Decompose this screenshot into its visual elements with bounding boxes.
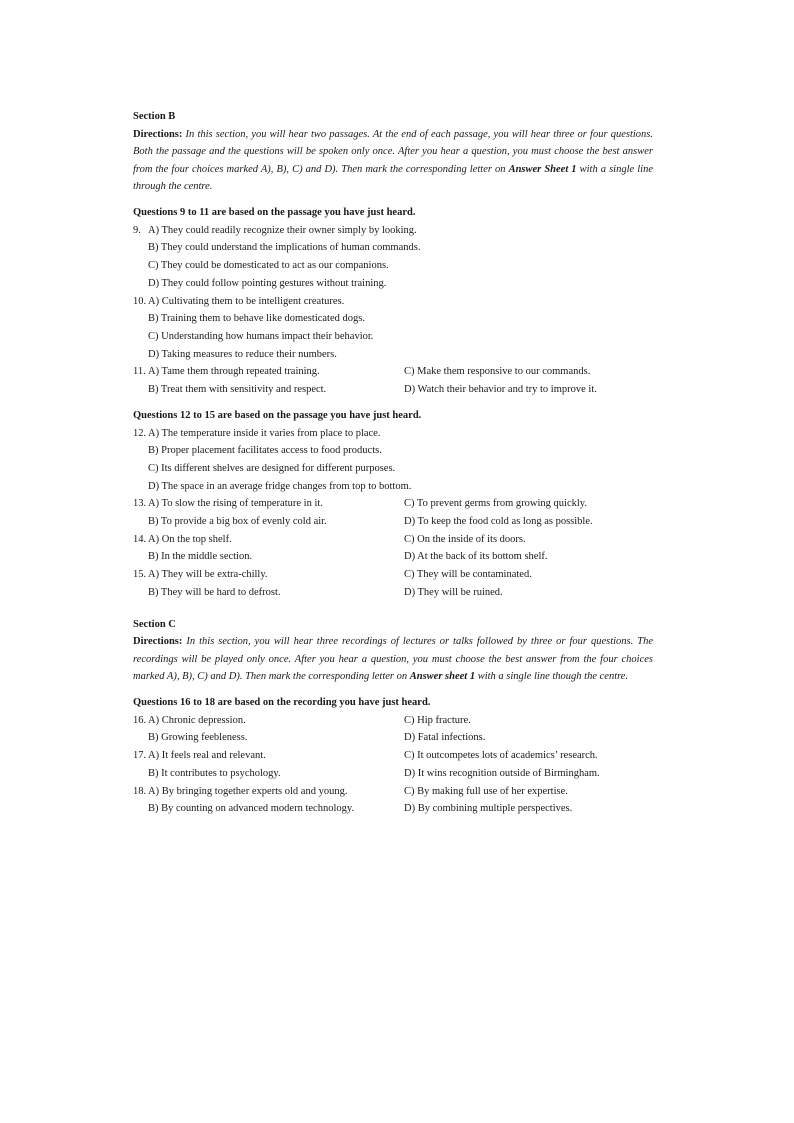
section-b-title: Section B bbox=[133, 111, 176, 122]
option-c: C) On the inside of its doors. bbox=[404, 533, 526, 545]
option-d: D) It wins recognition outside of Birmingham. bbox=[404, 767, 600, 779]
group-heading: Questions 12 to 15 are based on the passage you have just heard. bbox=[133, 409, 422, 421]
question-9 bbox=[133, 222, 653, 293]
option-c: C) By making full use of her expertise. bbox=[404, 785, 568, 797]
section-c-title: Section C bbox=[133, 618, 176, 630]
question-15 bbox=[133, 566, 653, 601]
option-d: D) Watch their behavior and try to improve it. bbox=[404, 384, 597, 396]
option-a: A) To slow the rising of temperature in it. bbox=[148, 498, 323, 510]
question-17 bbox=[133, 747, 653, 782]
option-d: D) At the back of its bottom shelf. bbox=[404, 551, 548, 563]
section-b bbox=[133, 108, 653, 602]
option-b: B) They will be hard to defrost. bbox=[148, 586, 281, 598]
option-d: D) Taking measures to reduce their numbers. bbox=[148, 348, 337, 360]
directions-label: Directions: bbox=[133, 128, 183, 140]
option-d: D) By combining multiple perspectives. bbox=[404, 803, 573, 815]
question-10 bbox=[133, 293, 653, 364]
exam-page bbox=[133, 108, 653, 818]
directions-label: Directions: bbox=[133, 636, 183, 648]
option-c: C) It outcompetes lots of academics’ research. bbox=[404, 750, 598, 762]
option-b: B) By counting on advanced modern technology. bbox=[148, 803, 355, 815]
option-a: A) They will be extra-chilly. bbox=[148, 569, 268, 581]
question-14 bbox=[133, 531, 653, 566]
group-heading: Questions 9 to 11 are based on the passage you have just heard. bbox=[133, 207, 416, 219]
section-b-directions bbox=[133, 126, 653, 196]
question-number: 10. bbox=[133, 295, 147, 307]
question-number: 17. bbox=[133, 750, 147, 762]
question-number: 16. bbox=[133, 714, 147, 726]
option-a: A) On the top shelf. bbox=[148, 533, 232, 545]
option-a: A) The temperature inside it varies from place to place. bbox=[148, 427, 381, 439]
directions-text: In this section, you will hear three recordings of lectures or talks followed by three or four questions. The recordings will be played only once. After you hear a question, you must choose the best answer from the four choices marked A), B), C) and D). Then mark the corresponding letter on bbox=[133, 636, 653, 683]
option-a: A) It feels real and relevant. bbox=[148, 750, 266, 762]
option-a: A) Chronic depression. bbox=[148, 714, 246, 726]
option-b: B) Proper placement facilitates access to food products. bbox=[148, 445, 382, 457]
option-c: C) Hip fracture. bbox=[404, 714, 471, 726]
option-a: A) Tame them through repeated training. bbox=[148, 366, 320, 378]
directions-text-end: with a single line though the centre. bbox=[475, 671, 629, 683]
directions-text-end: with a single line through the centre. bbox=[133, 163, 653, 193]
option-b: B) In the middle section. bbox=[148, 551, 253, 563]
question-16 bbox=[133, 712, 653, 747]
answer-sheet-ref: Answer sheet 1 bbox=[409, 671, 476, 683]
option-a: A) By bringing together experts old and young. bbox=[148, 785, 348, 797]
option-b: B) It contributes to psychology. bbox=[148, 767, 281, 779]
option-b: B) To provide a big box of evenly cold air. bbox=[148, 516, 327, 528]
option-b: B) Treat them with sensitivity and respect. bbox=[148, 384, 327, 396]
question-number: 11. bbox=[133, 366, 146, 378]
directions-text: In this section, you will hear two passages. At the end of each passage, you will hear three or four questions. Both the passage and the questions will be spoken only once. After you hear a question, you must choose the best answer from the four choices marked A), B), C) and D). Then mark the corresponding letter on bbox=[133, 128, 653, 175]
option-c: C) To prevent germs from growing quickly. bbox=[404, 498, 587, 510]
question-number: 15. bbox=[133, 569, 147, 581]
option-c: C) They will be contaminated. bbox=[404, 569, 532, 581]
option-d: D) They could follow pointing gestures without training. bbox=[148, 277, 387, 289]
section-c bbox=[133, 616, 653, 818]
option-c: C) Make them responsive to our commands. bbox=[404, 366, 591, 378]
question-number: 12. bbox=[133, 427, 147, 439]
question-number: 14. bbox=[133, 533, 147, 545]
option-a: A) They could readily recognize their owner simply by looking. bbox=[148, 224, 417, 236]
option-d: D) Fatal infections. bbox=[404, 732, 486, 744]
question-group-16-18 bbox=[133, 694, 653, 818]
answer-sheet-ref: Answer Sheet 1 bbox=[508, 163, 577, 175]
question-number: 18. bbox=[133, 785, 147, 797]
section-c-directions bbox=[133, 633, 653, 686]
option-b: B) Growing feebleness. bbox=[148, 732, 248, 744]
question-group-9-11 bbox=[133, 204, 653, 399]
option-c: C) Its different shelves are designed for different purposes. bbox=[148, 462, 396, 474]
option-a: A) Cultivating them to be intelligent creatures. bbox=[148, 295, 345, 307]
option-b: B) They could understand the implications of human commands. bbox=[148, 242, 421, 254]
option-b: B) Training them to behave like domesticated dogs. bbox=[148, 313, 365, 325]
option-d: D) They will be ruined. bbox=[404, 586, 503, 598]
option-c: C) They could be domesticated to act as our companions. bbox=[148, 260, 389, 272]
option-d: D) The space in an average fridge changes from top to bottom. bbox=[148, 480, 412, 492]
question-13 bbox=[133, 495, 653, 530]
question-group-12-15 bbox=[133, 407, 653, 602]
question-number: 13. bbox=[133, 498, 147, 510]
question-18 bbox=[133, 783, 653, 818]
group-heading: Questions 16 to 18 are based on the recording you have just heard. bbox=[133, 697, 431, 709]
option-d: D) To keep the food cold as long as possible. bbox=[404, 516, 593, 528]
question-number: 9. bbox=[133, 224, 141, 236]
question-11 bbox=[133, 363, 653, 398]
option-c: C) Understanding how humans impact their behavior. bbox=[148, 331, 374, 342]
question-12 bbox=[133, 425, 653, 496]
